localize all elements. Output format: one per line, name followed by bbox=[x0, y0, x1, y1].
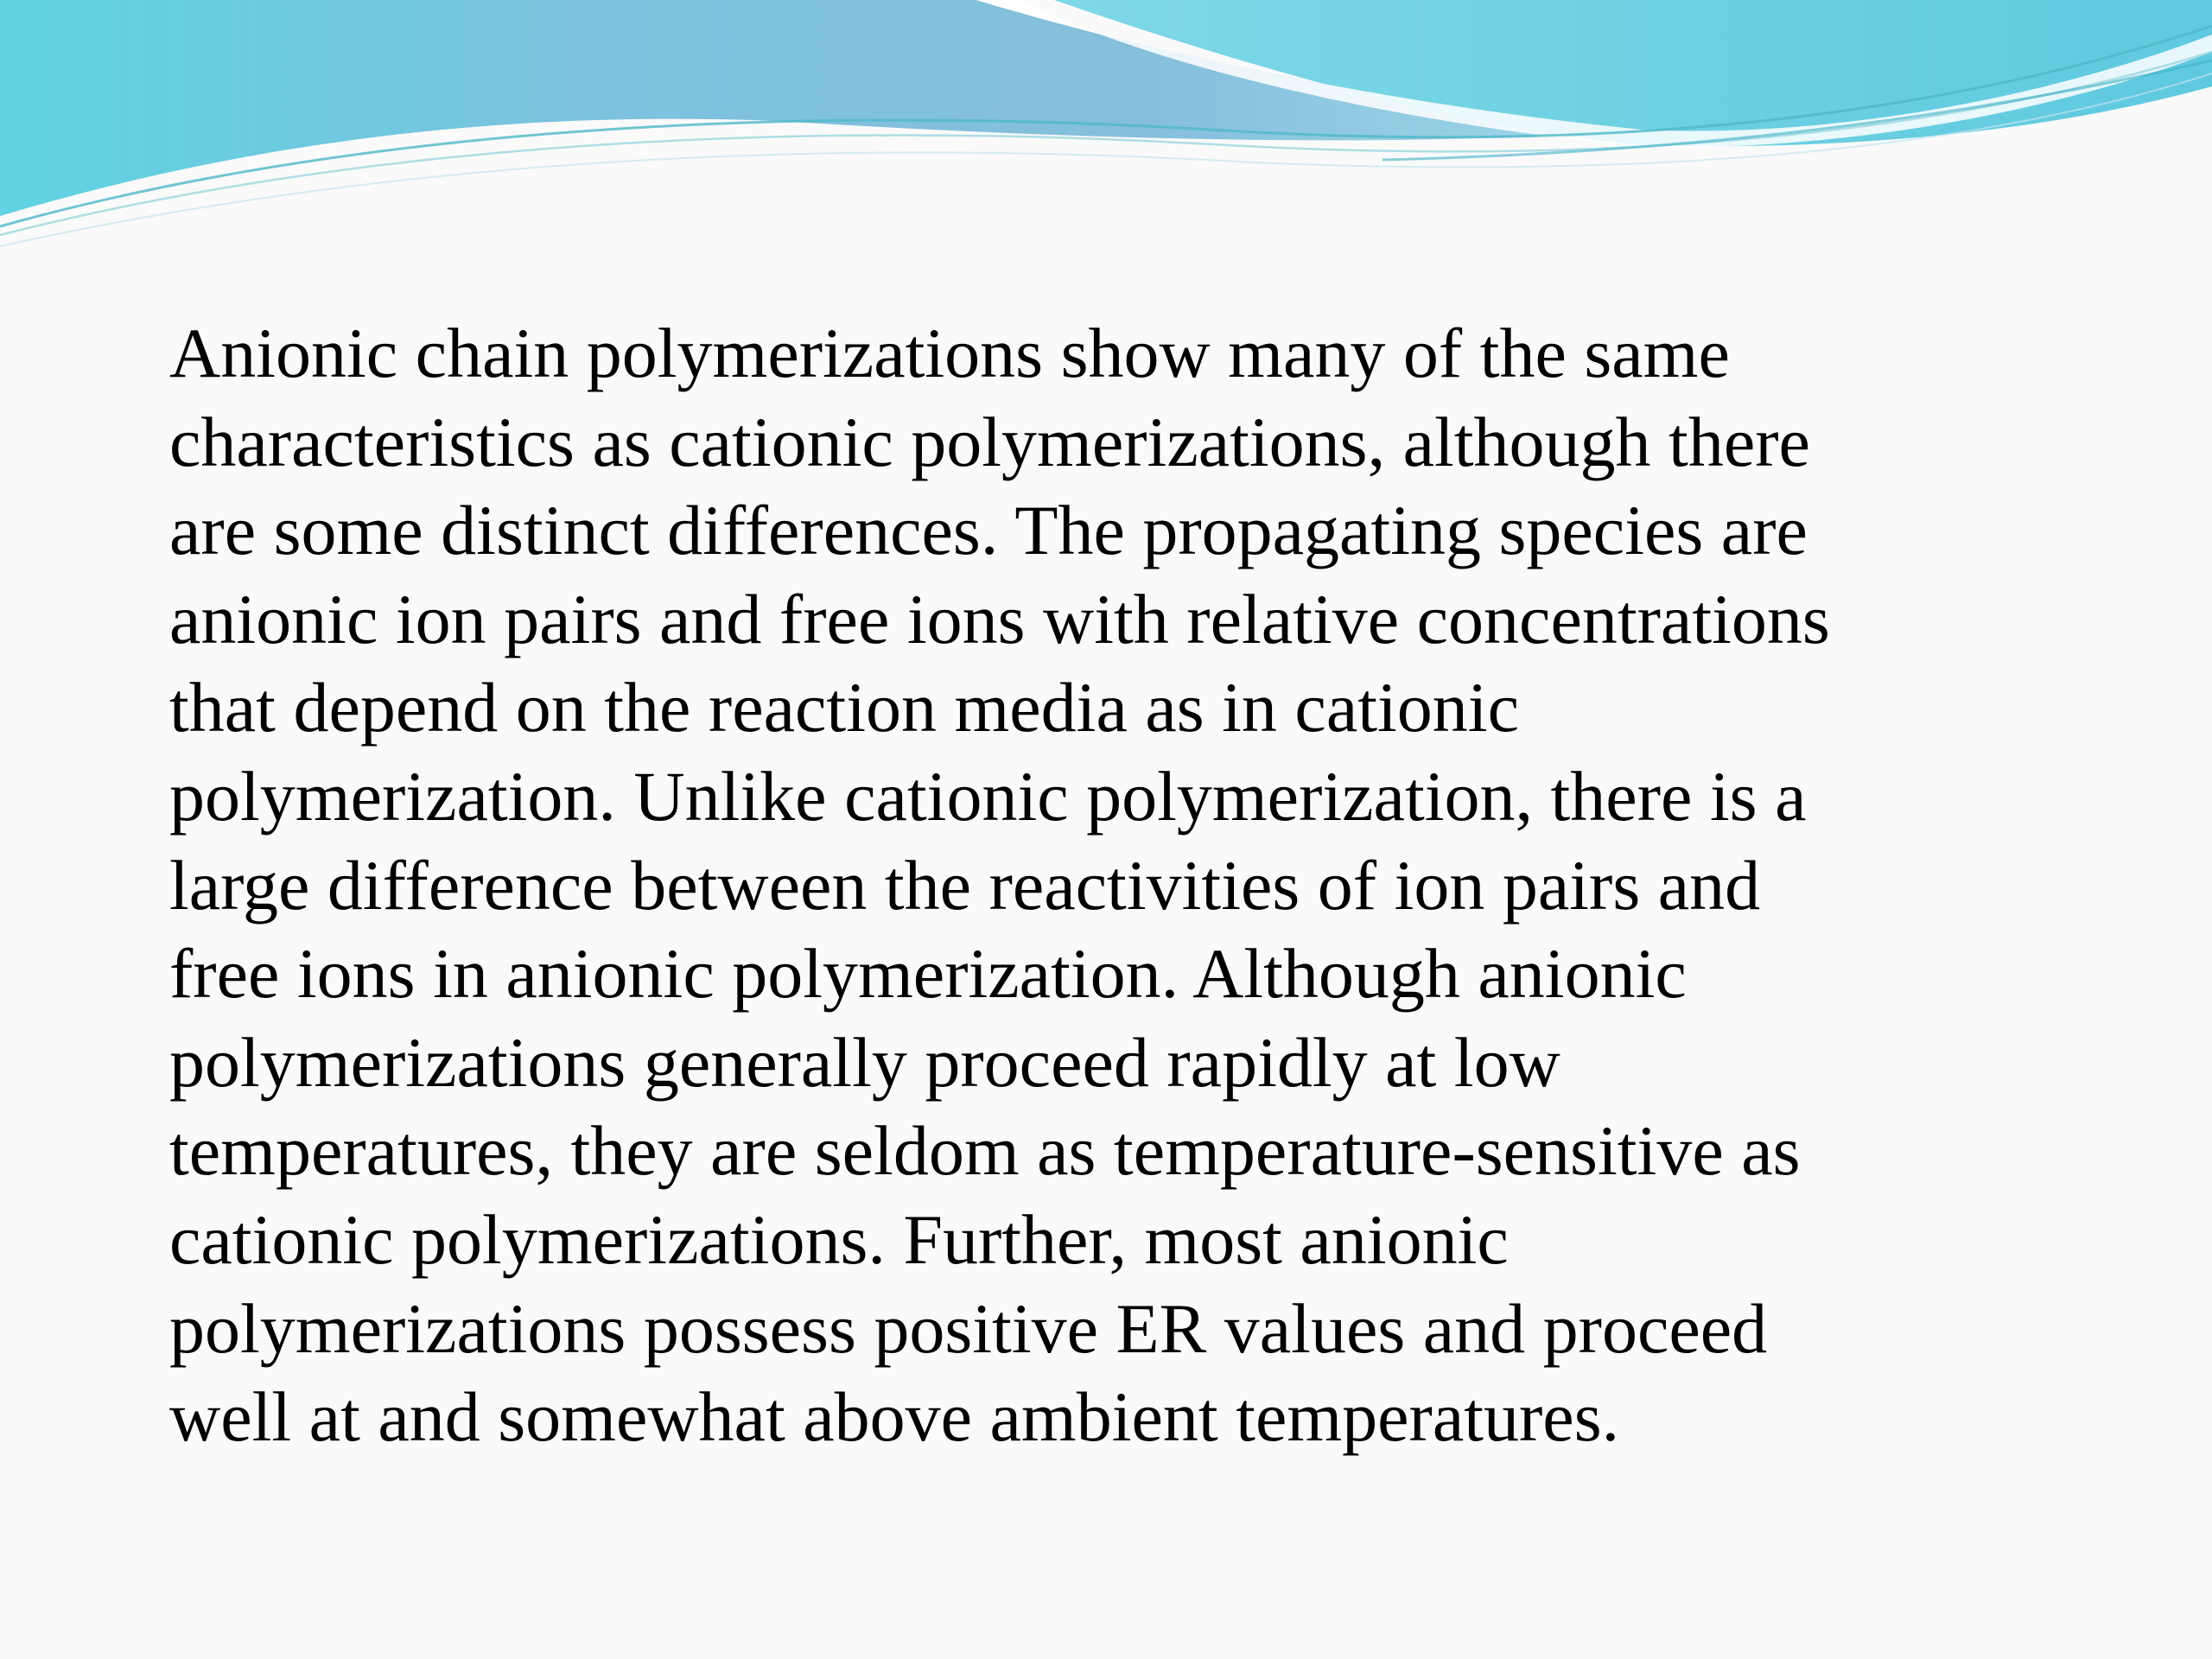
body-line: polymerizations generally proceed rapidly at low bbox=[169, 1022, 1560, 1102]
slide-body-text bbox=[169, 309, 2105, 1462]
body-line: Anionic chain polymerizations show many of the same bbox=[169, 314, 1730, 392]
body-line: polymerization. Unlike cationic polymerization, there is a bbox=[169, 756, 1807, 836]
body-line: polymerizations possess positive ER values and proceed bbox=[169, 1288, 1768, 1368]
wave-header-decoration bbox=[0, 0, 2212, 276]
body-line: that depend on the reaction media as in cationic bbox=[169, 668, 1519, 747]
body-line: are some distinct differences. The propagating species are bbox=[169, 491, 1808, 570]
body-line: temperatures, they are seldom as temperature-sensitive as bbox=[169, 1111, 1801, 1191]
body-line: characteristics as cationic polymerizations, although there bbox=[169, 402, 1810, 481]
body-line: anionic ion pairs and free ions with relative concentrations bbox=[169, 579, 1830, 658]
body-line: cationic polymerizations. Further, most anionic bbox=[169, 1199, 1509, 1279]
body-line: free ions in anionic polymerization. Although anionic bbox=[169, 934, 1687, 1014]
body-line: large difference between the reactivities of ion pairs and bbox=[169, 845, 1761, 925]
body-line: well at and somewhat above ambient temperatures. bbox=[169, 1377, 1620, 1457]
